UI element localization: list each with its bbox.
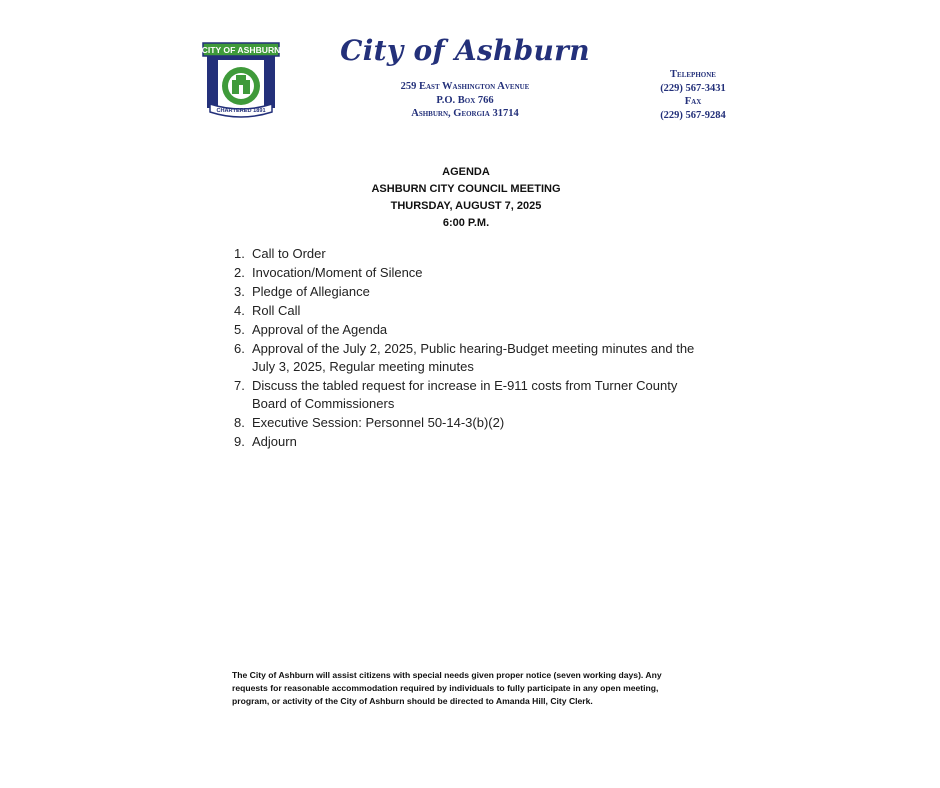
list-item	[234, 433, 704, 451]
item-text: Invocation/Moment of Silence	[252, 265, 423, 280]
address-city: Ashburn, Georgia 31714	[411, 108, 519, 119]
item-number: 8.	[234, 415, 245, 430]
item-text: Approval of the Agenda	[252, 322, 388, 337]
agenda-title: AGENDA	[442, 166, 490, 178]
item-text: Discuss the tabled request for increase in E-911 costs from Turner County Board of Commissioners	[252, 378, 678, 411]
item-number: 2.	[234, 265, 245, 280]
address-street: 259 East Washington Avenue	[400, 81, 530, 92]
item-number: 5.	[234, 322, 245, 337]
item-text: Approval of the July 2, 2025, Public hearing-Budget meeting minutes and the July 3, 2025, Regular meeting minutes	[252, 341, 695, 374]
list-item	[234, 340, 704, 376]
city-seal-icon	[202, 42, 280, 120]
agenda-heading	[316, 164, 616, 232]
contact-block	[640, 68, 746, 122]
accessibility-notice: The City of Ashburn will assist citizens with special needs given proper notice (seven working days). Any requests for reasonable accommodation required by individuals to fully participate in any open meeting, program, or activity of the City of Ashburn should be directed to Amanda Hill, City Clerk.	[232, 670, 662, 707]
logo-banner: CITY OF ASHBURN	[202, 45, 280, 55]
item-number: 6.	[234, 341, 245, 356]
item-number: 4.	[234, 303, 245, 318]
item-text: Executive Session: Personnel 50-14-3(b)(2)	[252, 415, 505, 430]
list-item	[234, 283, 704, 301]
item-text: Pledge of Allegiance	[252, 284, 370, 299]
list-item	[234, 302, 704, 320]
logo-ribbon: CHARTERED 1891	[216, 108, 266, 114]
item-number: 9.	[234, 434, 245, 449]
item-text: Roll Call	[252, 303, 301, 318]
fax-label: Fax	[684, 96, 702, 107]
list-item	[234, 245, 704, 263]
telephone-number: (229) 567-3431	[660, 82, 726, 94]
item-number: 7.	[234, 378, 245, 393]
item-text: Call to Order	[252, 246, 326, 261]
item-text: Adjourn	[252, 434, 297, 449]
address-block	[360, 80, 570, 121]
item-number: 3.	[234, 284, 245, 299]
list-item	[234, 321, 704, 339]
fax-number: (229) 567-9284	[660, 109, 726, 121]
item-number: 1.	[234, 246, 245, 261]
meeting-time: 6:00 P.M.	[442, 217, 490, 229]
agenda-list	[234, 245, 704, 452]
meeting-name: ASHBURN CITY COUNCIL MEETING	[371, 183, 561, 195]
city-name: City of Ashburn	[340, 34, 590, 67]
list-item	[234, 377, 704, 413]
list-item	[234, 264, 704, 282]
address-po-box: P.O. Box 766	[436, 94, 494, 106]
meeting-date: THURSDAY, AUGUST 7, 2025	[390, 200, 542, 212]
list-item	[234, 414, 704, 432]
telephone-label: Telephone	[670, 69, 716, 80]
